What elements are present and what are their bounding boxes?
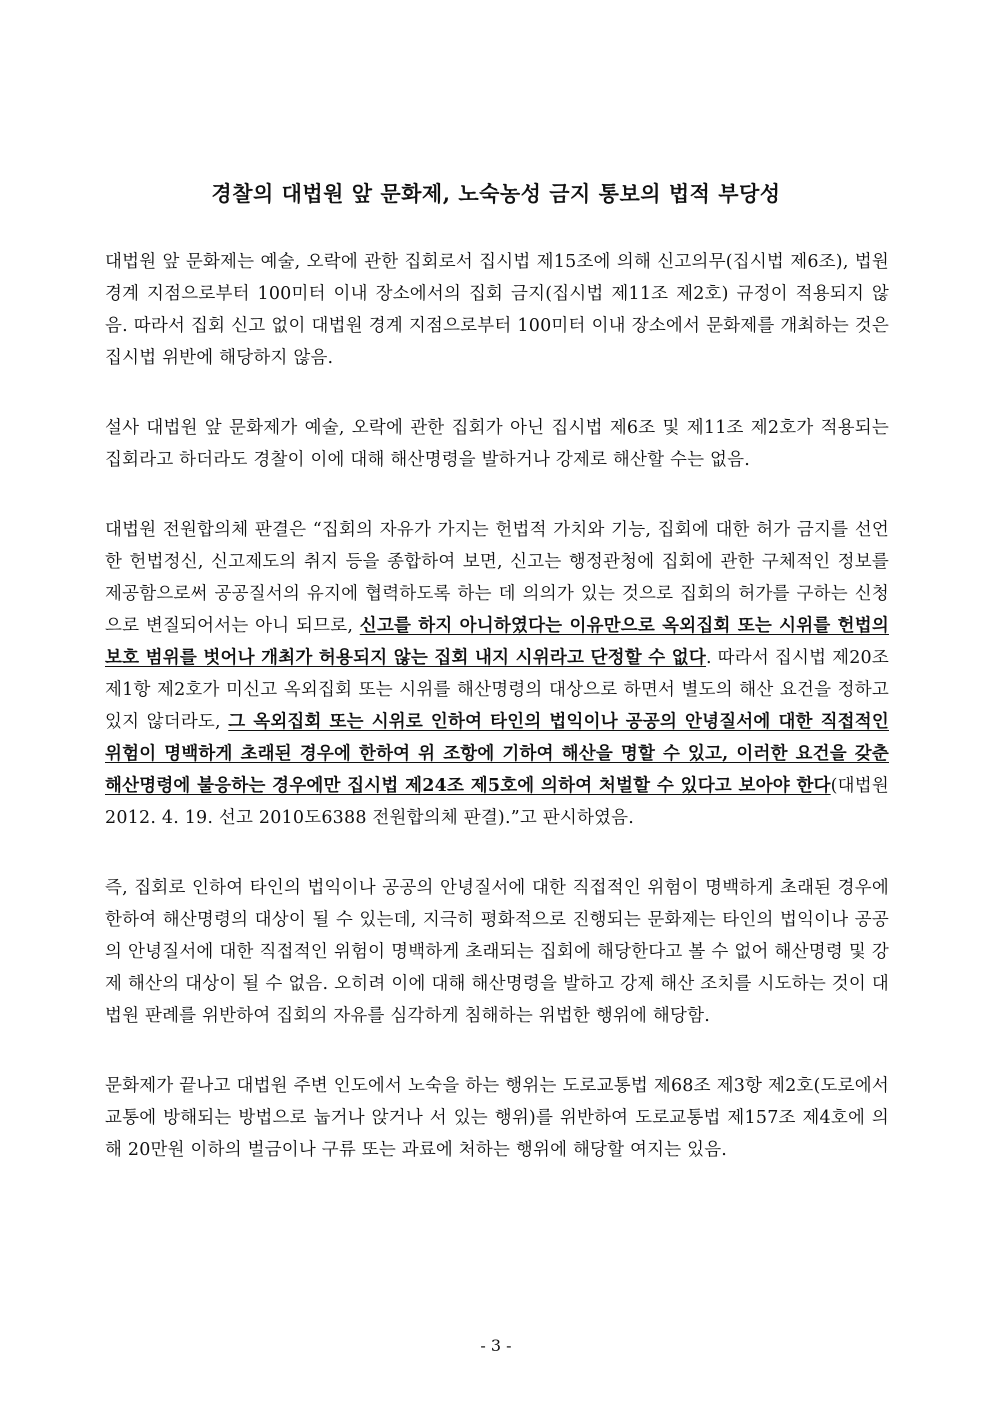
paragraph-3-text-1: 대법원 전원합의체 판결은 “집회의 자유가 가지는 헌법적 가치와 기능, 집회에 대한 허가 금지를 선언한 헌법정신, 신고제도의 취지 등을 종합하여 보면, 신고는 행정관청에 집회에 관한 구체적인 정보를 제공함으로써 공공질서의 유지에 협력하도록 하는 데 의의가 있는 것으로 집회의 허가를 구하는 신청으로 변질되어서는 아니 되므로, bbox=[105, 520, 889, 636]
paragraph-3 bbox=[105, 514, 889, 834]
paragraph-1: 대법원 앞 문화제는 예술, 오락에 관한 집회로서 집시법 제15조에 의해 신고의무(집시법 제6조), 법원 경계 지점으로부터 100미터 이내 장소에서의 집회 금지(집시법 제11조 제2호) 규정이 적용되지 않음. 따라서 집회 신고 없이 대법원 경계 지점으로부터 100미터 이내 장소에서 문화제를 개최하는 것은 집시법 위반에 해당하지 않음. bbox=[105, 252, 889, 368]
page-number: - 3 - bbox=[480, 1336, 512, 1355]
paragraph-3-underlined-2: 그 옥외집회 또는 시위로 인하여 타인의 법익이나 공공의 안녕질서에 대한 직접적인 위험이 명백하게 초래된 경우에 한하여 위 조항에 기하여 해산을 명할 수 있고, 이러한 요건을 갖춘 해산명령에 불응하는 경우에만 집시법 제24조 제5호에 의하여 처벌할 수 있다고 보아야 한다 bbox=[105, 712, 889, 796]
paragraph-4: 즉, 집회로 인하여 타인의 법익이나 공공의 안녕질서에 대한 직접적인 위험이 명백하게 초래된 경우에 한하여 해산명령의 대상이 될 수 있는데, 지극히 평화적으로 진행되는 문화제는 타인의 법익이나 공공의 안녕질서에 대한 직접적인 위험이 명백하게 초래되는 집회에 해당한다고 볼 수 없어 해산명령 및 강제 해산의 대상이 될 수 없음. 오히려 이에 대해 해산명령을 발하고 강제 해산 조치를 시도하는 것이 대법원 판례를 위반하여 집회의 자유를 심각하게 침해하는 위법한 행위에 해당함. bbox=[105, 878, 889, 1026]
paragraph-5: 문화제가 끝나고 대법원 주변 인도에서 노숙을 하는 행위는 도로교통법 제68조 제3항 제2호(도로에서 교통에 방해되는 방법으로 눕거나 앉거나 서 있는 행위)를 위반하여 도로교통법 제157조 제4호에 의해 20만원 이하의 벌금이나 구류 또는 과료에 처하는 행위에 해당할 여지는 있음. bbox=[105, 1076, 889, 1160]
paragraph-3-text-3: (대법원 2012. 4. 19. 선고 2010도6388 전원합의체 판결).”고 판시하였음. bbox=[105, 776, 889, 828]
paragraph-3-text-2: . 따라서 집시법 제20조 제1항 제2호가 미신고 옥외집회 또는 시위를 해산명령의 대상으로 하면서 별도의 해산 요건을 정하고 있지 않더라도, bbox=[105, 648, 889, 732]
paragraph-3-underlined-1: 신고를 하지 아니하였다는 이유만으로 옥외집회 또는 시위를 헌법의 보호 범위를 벗어나 개최가 허용되지 않는 집회 내지 시위라고 단정할 수 없다 bbox=[105, 616, 889, 668]
document-title: 경찰의 대법원 앞 문화제, 노숙농성 금지 통보의 법적 부당성 bbox=[211, 181, 781, 206]
paragraph-2: 설사 대법원 앞 문화제가 예술, 오락에 관한 집회가 아닌 집시법 제6조 및 제11조 제2호가 적용되는 집회라고 하더라도 경찰이 이에 대해 해산명령을 발하거나 강제로 해산할 수는 없음. bbox=[105, 418, 889, 470]
document-body bbox=[105, 246, 889, 1204]
